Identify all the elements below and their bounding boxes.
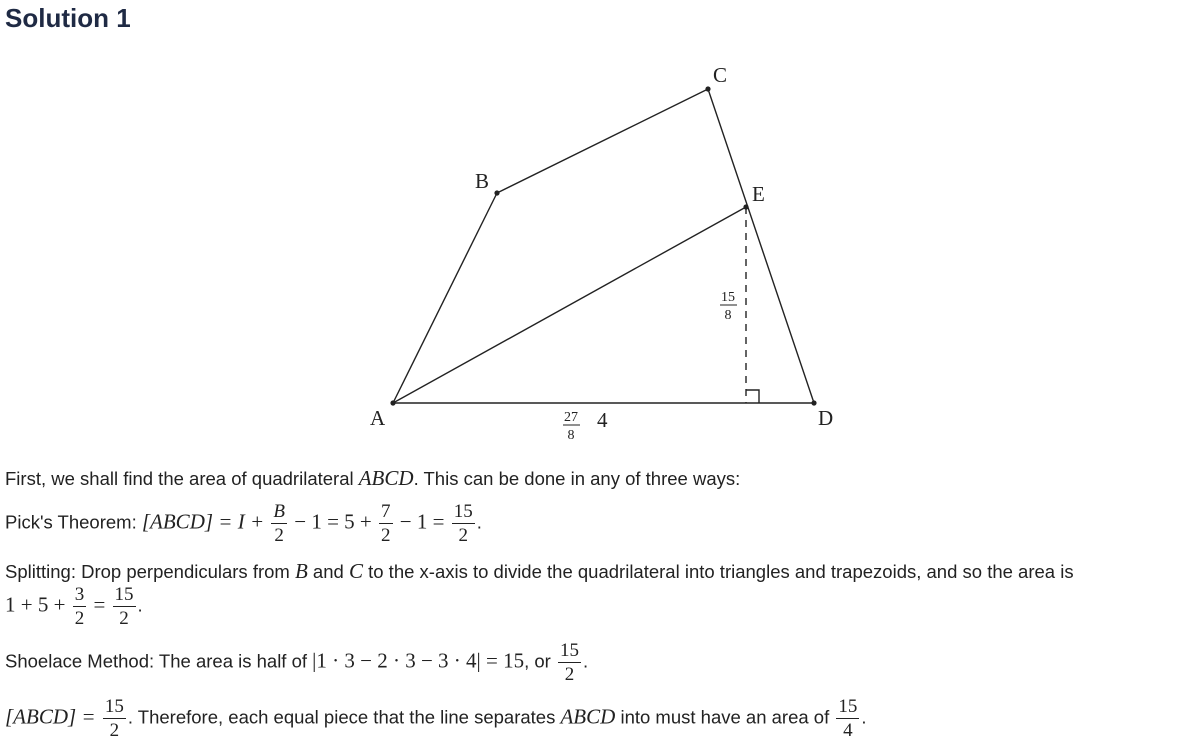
picks-theorem-paragraph: Pick's Theorem: [ABCD] = I + $\frac{B}{2}$ − 1 = 5 + $\frac{7}{2}$ − 1 = $\frac{15}{2}$ . (5, 501, 482, 546)
base-numerator: 27 (564, 410, 578, 425)
splitting-paragraph: Splitting: Drop perpendiculars from B and C to the x-axis to divide the quadrilateral into triangles and trapezoids, and so the area is (5, 559, 1074, 583)
fraction-15-over-2: $\frac{15}{2}$ (453, 501, 473, 546)
base-length-label: 4 (597, 408, 608, 432)
label-a: A (370, 406, 386, 430)
point-d (811, 400, 816, 405)
fraction-15-over-2-d: $\frac{15}{2}$ (104, 696, 124, 741)
height-denominator: 8 (724, 308, 732, 323)
fraction-3-over-2: $\frac{3}{2}$ (74, 584, 85, 629)
intro-paragraph: First, we shall find the area of quadrilateral ABCD. This can be done in any of three ways: (5, 466, 741, 490)
section-title: Solution 1 (5, 3, 131, 33)
fraction-15-over-4: $\frac{15}{4}$ (838, 696, 858, 741)
splitting-sum: 1 + 5 + $\frac{3}{2}$ = $\frac{15}{2}$ . (5, 584, 143, 629)
height-numerator: 15 (721, 290, 735, 305)
fraction-b-over-2: $\frac{B}{2}$ (273, 501, 285, 546)
label-b: B (475, 169, 490, 193)
point-b (494, 190, 499, 195)
base-denominator: 8 (567, 428, 575, 443)
label-e: E (752, 182, 765, 206)
point-a (390, 400, 395, 405)
shoelace-paragraph: Shoelace Method: The area is half of |1 · 3 − 2 · 3 − 3 · 4| = 15, or $\frac{15}{2}$ . (5, 640, 589, 685)
fraction-7-over-2: $\frac{7}{2}$ (381, 501, 391, 546)
point-c (705, 86, 710, 91)
label-c: C (713, 63, 728, 87)
label-d: D (818, 406, 834, 430)
right-angle-mark (746, 390, 759, 403)
segment-cd (708, 89, 814, 403)
fraction-15-over-2-b: $\frac{15}{2}$ (114, 584, 134, 629)
segment-ab (393, 193, 497, 403)
fraction-15-over-2-c: $\frac{15}{2}$ (559, 640, 579, 685)
point-e (743, 204, 748, 209)
segment-bc (497, 89, 708, 193)
segment-ae (393, 207, 746, 403)
area-conclusion-paragraph: [ABCD] = $\frac{15}{2}$ . Therefore, each equal piece that the line separates ABCD into must have an area of $\frac{15}{4}$ . (5, 696, 867, 741)
